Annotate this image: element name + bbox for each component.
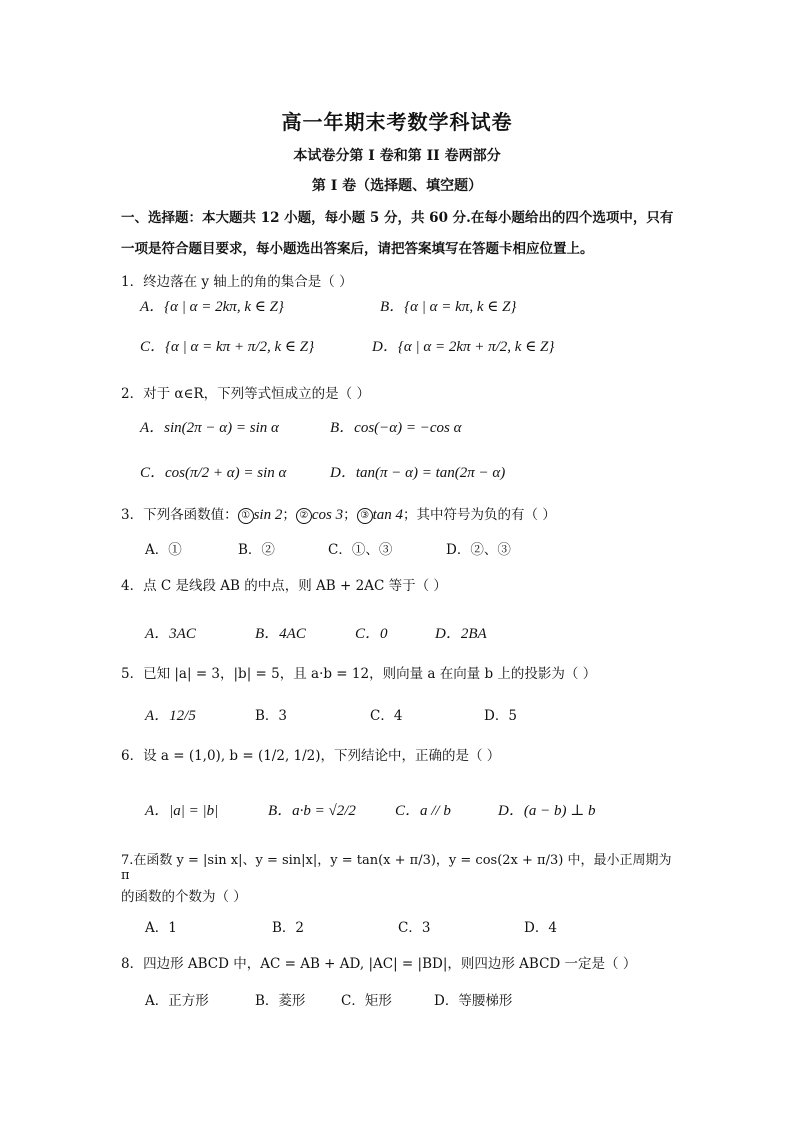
question-6-option-b: B．a·b = √2/2: [268, 803, 356, 819]
question-1-stem: 1．终边落在 y 轴上的角的集合是（ ）: [121, 274, 353, 290]
question-3-item-3: tan 4: [372, 507, 404, 523]
section-line-1: 一、选择题：本大题共 12 小题，每小题 5 分，共 60 分.在每小题给出的四个选项中，只有: [121, 210, 674, 226]
question-3-stem-prefix: 3．下列各函数值：: [121, 507, 238, 523]
question-4-option-c: C．0: [355, 626, 388, 642]
circled-two-icon: ②: [296, 508, 312, 524]
question-5-option-d: D．5: [484, 708, 517, 724]
question-8-stem: 8．四边形 ABCD 中，AC = AB + AD, |AC| = |BD|，则四边形 ABCD 一定是（ ）: [121, 956, 637, 972]
question-7-option-c: C．3: [398, 920, 431, 936]
question-2-option-d: D．tan(π − α) = tan(2π − α): [330, 465, 506, 481]
question-7-stem: 7.在函数 y = |sin x|、y = sin|x|，y = tan(x + π/3)，y = cos(2x + π/3) 中，最小正周期为 π: [121, 853, 672, 883]
question-5-option-a: A．12/5: [145, 708, 196, 724]
question-2-stem: 2．对于 α∈R，下列等式恒成立的是（ ）: [121, 386, 370, 402]
question-3-item-2: cos 3: [311, 507, 344, 523]
question-7-stem-continued: 的函数的个数为（ ）: [121, 889, 247, 905]
question-1-option-a: A．{α | α = 2kπ, k ∈ Z}: [140, 299, 284, 315]
question-4-option-b: B．4AC: [255, 626, 306, 642]
section-instructions: [121, 203, 679, 265]
question-4-stem: 4．点 C 是线段 AB 的中点，则 AB + 2AC 等于（ ）: [121, 578, 447, 594]
question-6-option-c: C．a // b: [395, 803, 451, 819]
question-8-option-b: B．菱形: [255, 993, 306, 1009]
question-7-option-b: B．2: [272, 920, 305, 936]
question-6-option-a: A．|a| = |b|: [145, 803, 219, 819]
question-8-option-c: C．矩形: [341, 993, 392, 1009]
question-7-option-a: A．1: [145, 920, 177, 936]
question-3-option-c: C．①、③: [328, 542, 393, 558]
question-2-option-a: A．sin(2π − α) = sin α: [140, 420, 279, 436]
exam-subtitle: 本试卷分第 I 卷和第 II 卷两部分: [293, 148, 501, 164]
question-6-option-d: D．(a − b) ⊥ b: [498, 803, 596, 819]
question-5-option-b: B．3: [255, 708, 288, 724]
question-3-option-d: D．②、③: [446, 542, 511, 558]
question-1-option-b: B．{α | α = kπ, k ∈ Z}: [380, 299, 517, 315]
circled-one-icon: ①: [238, 508, 254, 524]
question-6-stem: 6．设 a = (1,0), b = (1/2, 1/2)，下列结论中，正确的是（ ）: [121, 748, 501, 764]
question-1-option-d: D．{α | α = 2kπ + π/2, k ∈ Z}: [372, 339, 555, 355]
exam-title: 高一年期末考数学科试卷: [281, 110, 513, 134]
question-3-stem-suffix: ；其中符号为负的有（ ）: [403, 507, 556, 523]
question-4-option-d: D．2BA: [435, 626, 487, 642]
question-3-option-b: B．②: [238, 542, 275, 558]
question-5-option-c: C．4: [370, 708, 403, 724]
question-2-option-c: C．cos(π/2 + α) = sin α: [140, 465, 287, 481]
question-4-option-a: A．3AC: [145, 626, 196, 642]
question-8-option-a: A．正方形: [145, 993, 209, 1009]
question-8-option-d: D．等腰梯形: [434, 993, 513, 1009]
section-line-2: 一项是符合题目要求，每小题选出答案后，请把答案填写在答题卡相应位置上。: [121, 241, 594, 257]
question-2-option-b: B．cos(−α) = −cos α: [330, 420, 462, 436]
question-3-stem: 3．下列各函数值： ① sin 2； ② cos 3； ③ tan 4；其中符号为负的有（ ）: [121, 507, 556, 523]
question-7-option-d: D．4: [524, 920, 557, 936]
question-1-option-c: C．{α | α = kπ + π/2, k ∈ Z}: [140, 339, 315, 355]
circled-three-icon: ③: [357, 508, 373, 524]
question-3-item-1: sin 2: [253, 507, 283, 523]
question-5-stem: 5．已知 |a| = 3，|b| = 5，且 a·b = 12，则向量 a 在向量 b 上的投影为（ ）: [121, 666, 597, 682]
part-heading: 第 I 卷（选择题、填空题）: [311, 178, 483, 194]
question-3-option-a: A．①: [145, 542, 182, 558]
